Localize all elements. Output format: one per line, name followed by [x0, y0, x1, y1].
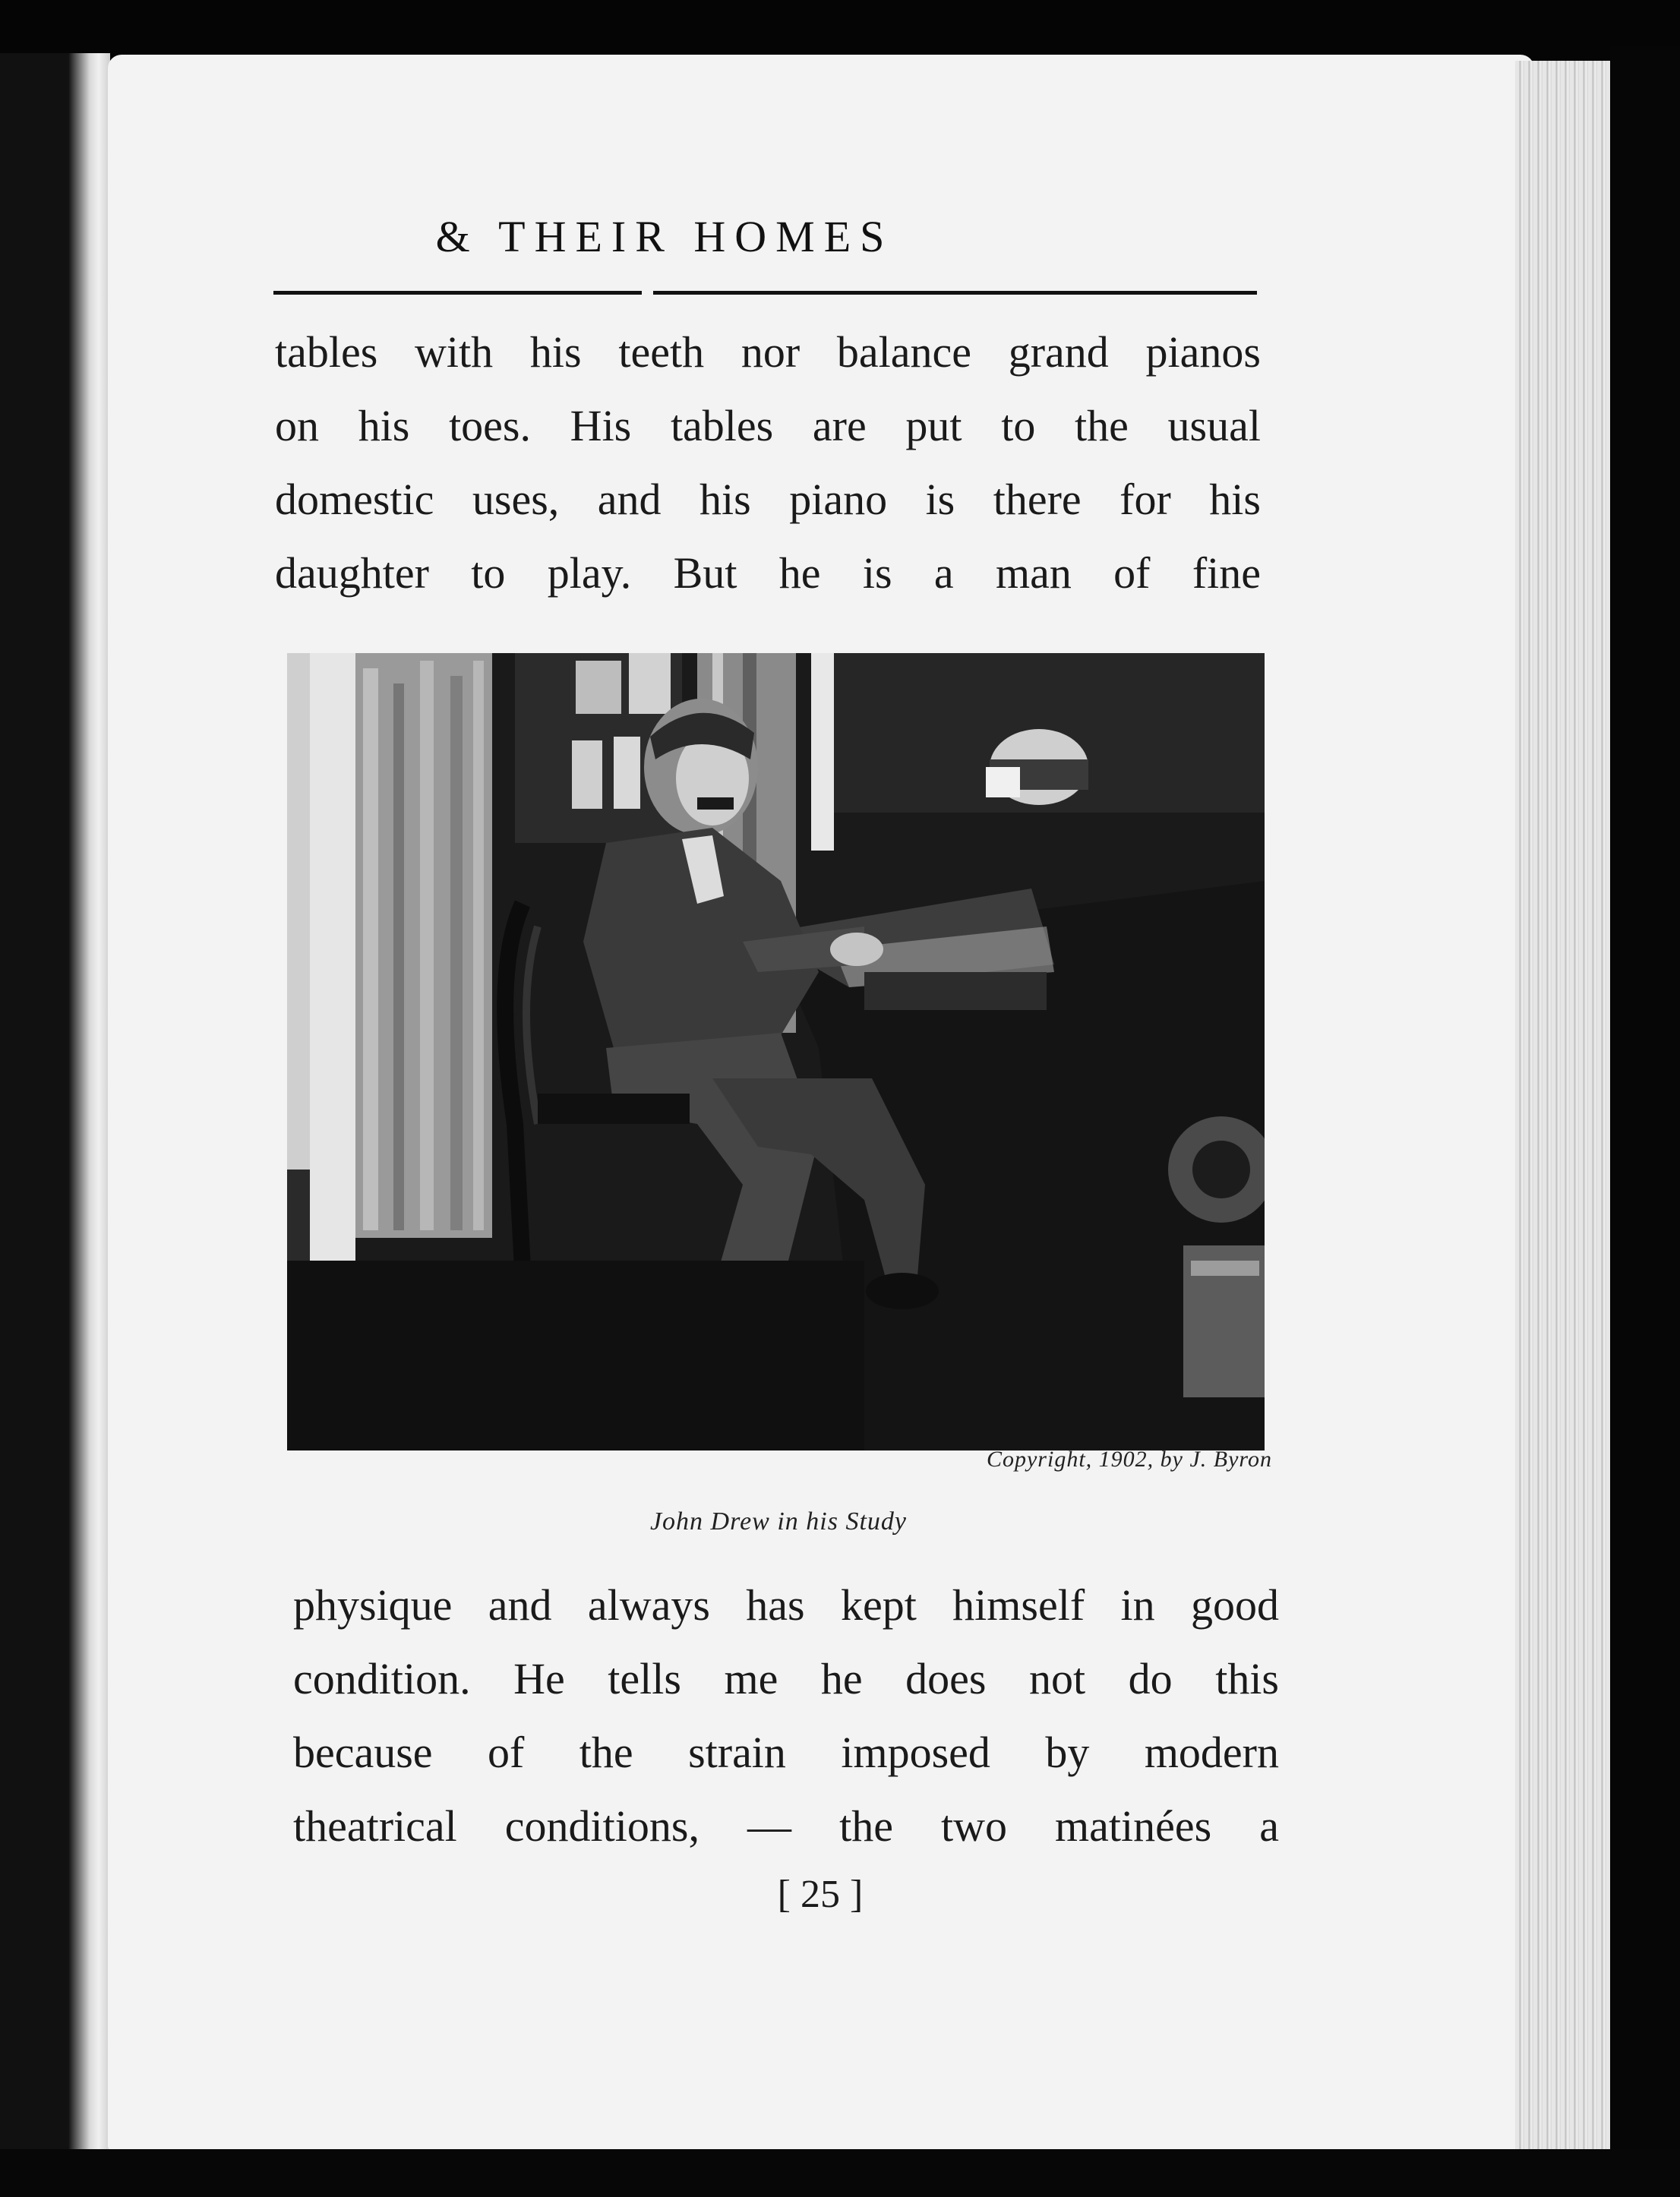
photo-credit: Copyright, 1902, by J. Byron: [986, 1447, 1272, 1472]
text-line: daughter to play. But he is a man of fine: [275, 548, 1261, 598]
photo-caption: John Drew in his Study: [649, 1507, 908, 1536]
photo-illustration: [287, 653, 1265, 1450]
left-page-edge: [0, 53, 110, 2149]
header-rule-right: [653, 291, 1257, 295]
page-stack-edge: [1515, 61, 1614, 2157]
text-line: domestic uses, and his piano is there for his: [275, 475, 1261, 524]
text-line: because of the strain imposed by modern: [293, 1728, 1279, 1777]
body-text-top: [275, 315, 1261, 610]
body-text-bottom: [293, 1568, 1279, 1863]
text-line: tables with his teeth nor balance grand pianos: [275, 327, 1261, 377]
text-line: on his toes. His tables are put to the usual: [275, 401, 1261, 450]
page-number: [ 25 ]: [777, 1873, 864, 1916]
running-header: & THEIR HOMES: [435, 212, 894, 261]
portrait-photo: [287, 653, 1265, 1450]
scan-border-bottom: [0, 2149, 1680, 2197]
scan-border-top: [0, 0, 1680, 61]
text-line: theatrical conditions, — the two matinées a: [293, 1801, 1279, 1851]
text-line: condition. He tells me he does not do this: [293, 1654, 1279, 1703]
scan-border-right: [1610, 46, 1680, 2197]
header-rule-left: [273, 291, 642, 295]
text-line: physique and always has kept himself in good: [293, 1580, 1279, 1630]
